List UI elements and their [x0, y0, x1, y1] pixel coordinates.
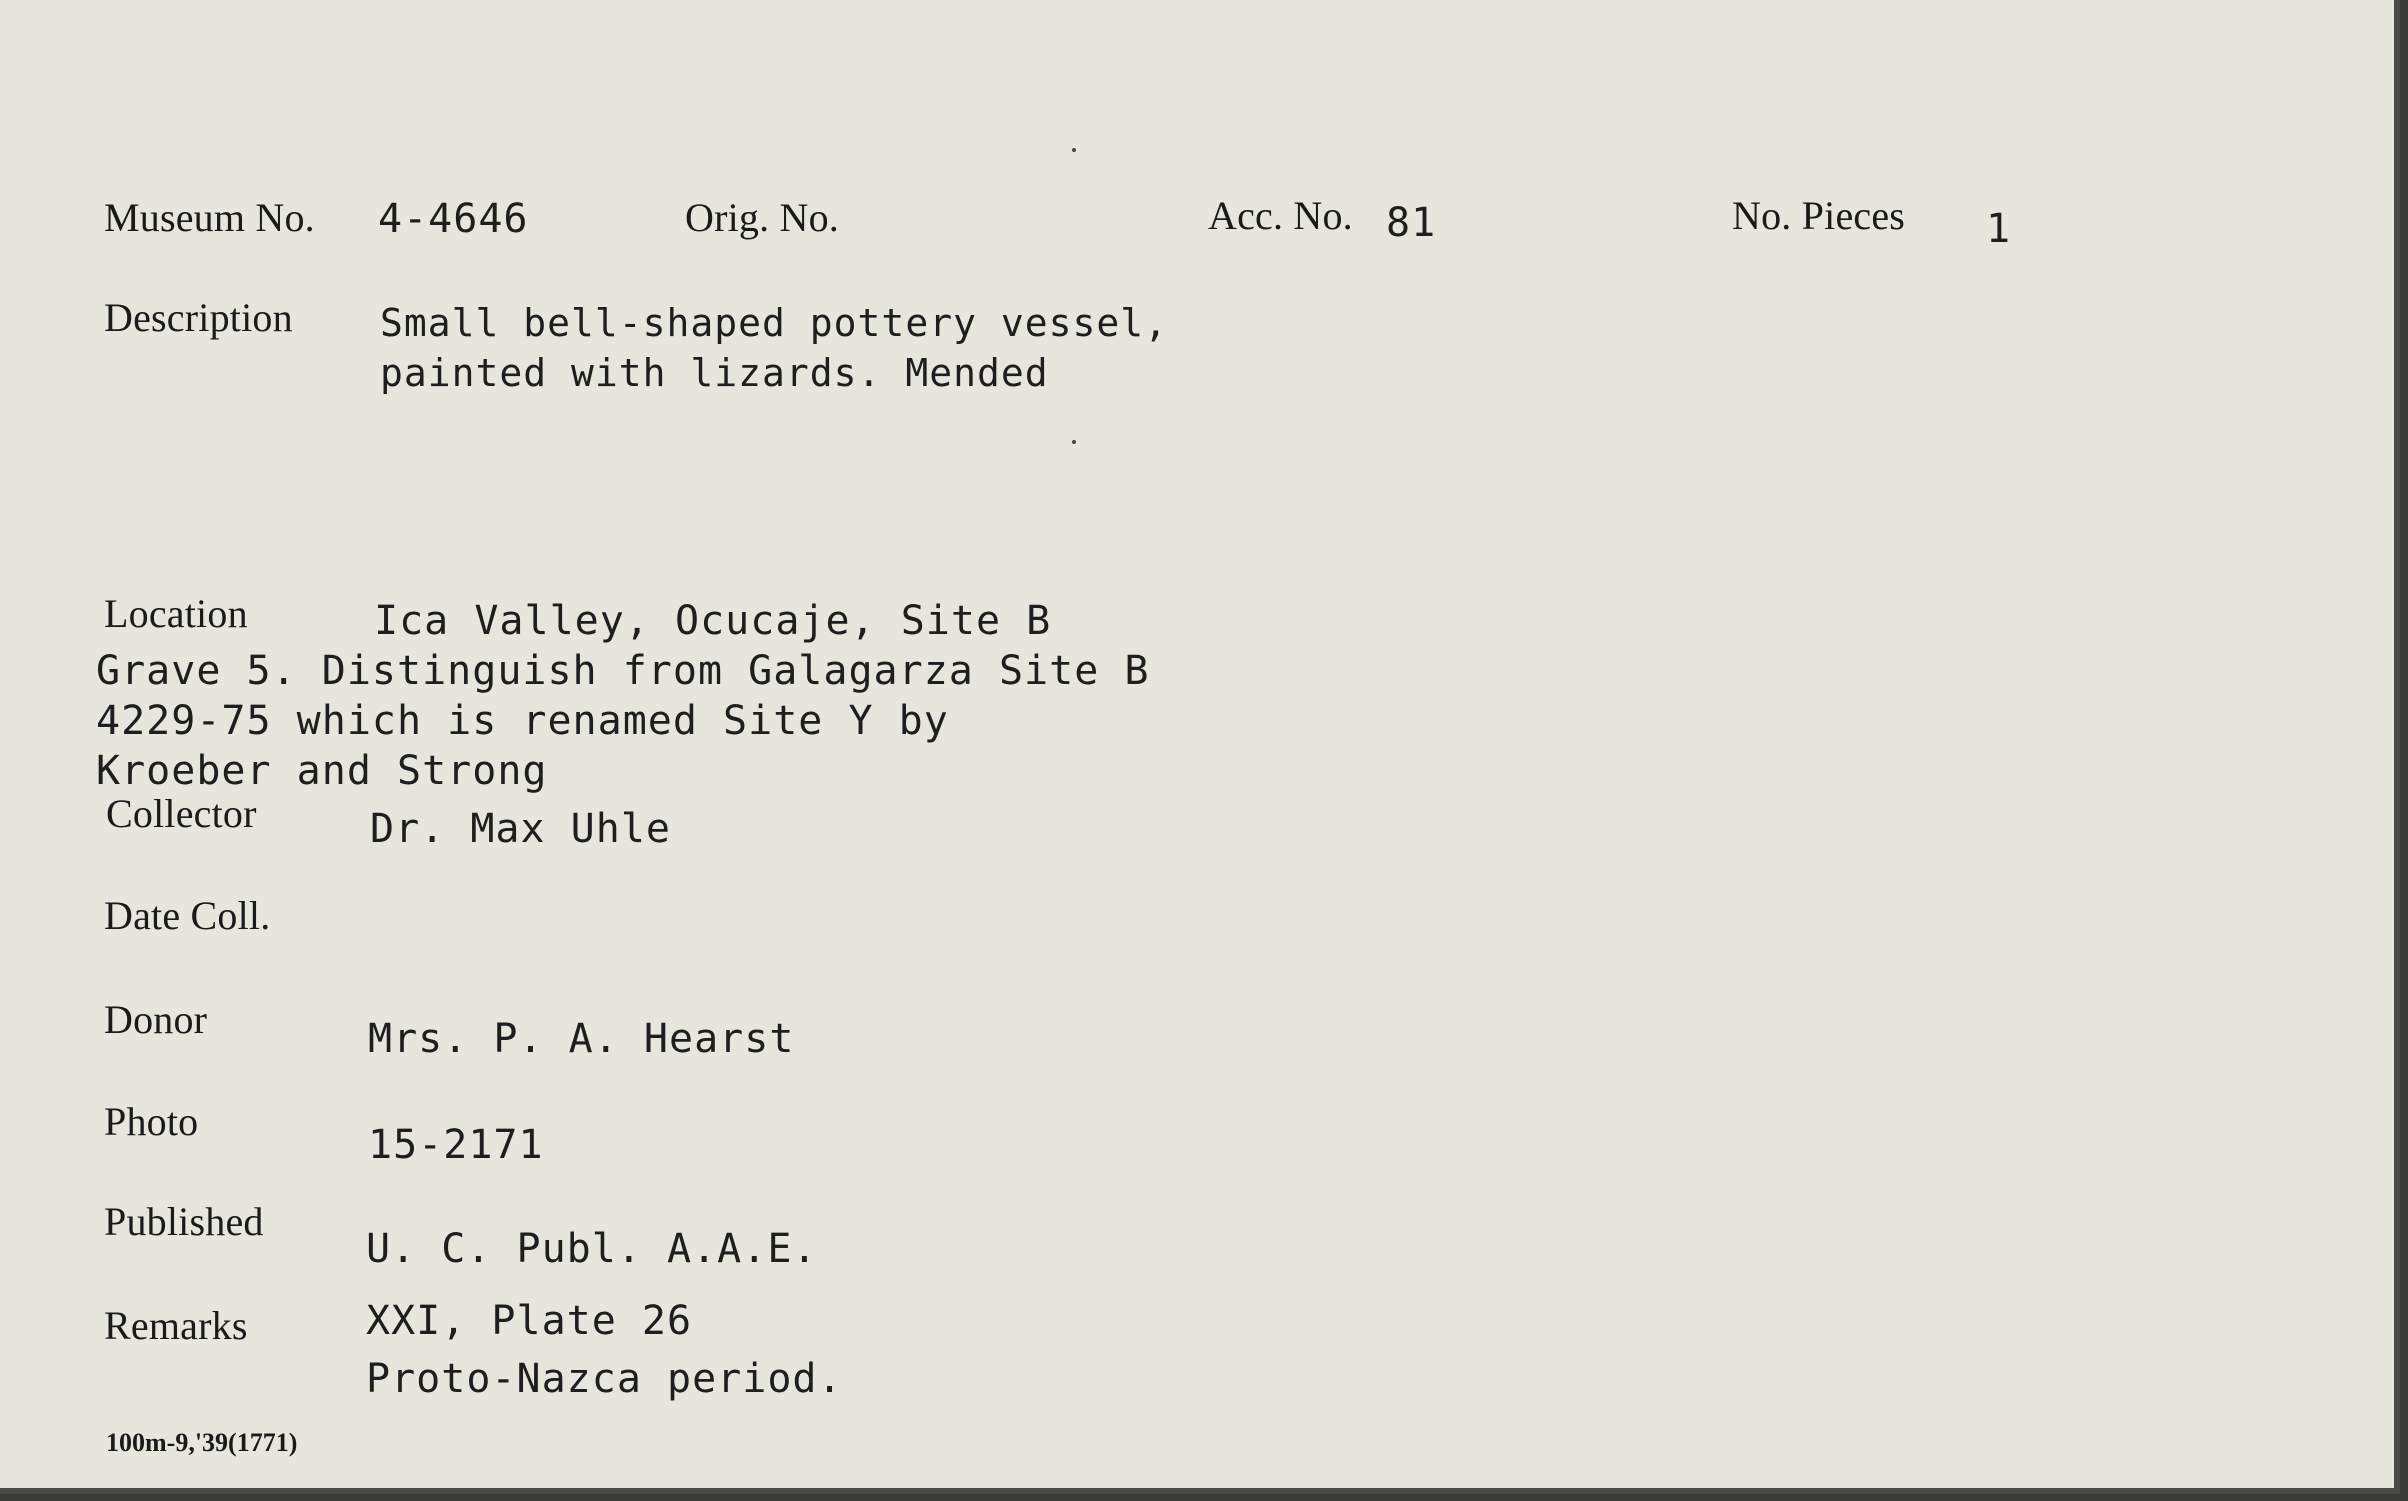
donor-label: Donor [104, 997, 208, 1042]
collector-label: Collector [106, 791, 257, 836]
description-label: Description [104, 295, 293, 340]
print-code: 100m-9,'39(1771) [106, 1428, 298, 1457]
collector-value: Dr. Max Uhle [370, 806, 671, 852]
acc-no-label: Acc. No. [1208, 193, 1353, 238]
speck [1072, 440, 1076, 444]
description-line: Small bell-shaped pottery vessel, [380, 301, 1168, 345]
photo-value: 15-2171 [368, 1122, 544, 1168]
photo-label: Photo [104, 1099, 199, 1144]
location-value: Ica Valley, Ocucaje, Site B [374, 598, 1052, 644]
remarks-value [366, 1292, 843, 1408]
remarks-line: Proto-Nazca period. [366, 1356, 843, 1402]
no-pieces-label: No. Pieces [1732, 193, 1906, 238]
location-line: 4229-75 which is renamed Site Y by [96, 698, 949, 744]
museum-no-value: 4-4646 [378, 196, 529, 242]
orig-no-label: Orig. No. [685, 195, 840, 240]
published-value: U. C. Publ. A.A.E. [366, 1226, 818, 1272]
remarks-line: XXI, Plate 26 [366, 1298, 693, 1344]
museum-no-label: Museum No. [104, 195, 315, 240]
location-continued [96, 646, 1149, 796]
acc-no-value: 81 [1386, 200, 1437, 246]
location-line: Grave 5. Distinguish from Galagarza Site B [96, 648, 1150, 694]
no-pieces-value: 1 [1986, 206, 2012, 252]
donor-value: Mrs. P. A. Hearst [368, 1016, 795, 1062]
date-coll-label: Date Coll. [104, 893, 271, 938]
published-label: Published [104, 1199, 264, 1244]
remarks-label: Remarks [104, 1303, 248, 1348]
description-line: painted with lizards. Mended [380, 351, 1049, 395]
speck [1072, 148, 1076, 152]
description-value [380, 298, 1168, 398]
location-label: Location [104, 591, 248, 636]
location-line: Kroeber and Strong [96, 748, 548, 794]
